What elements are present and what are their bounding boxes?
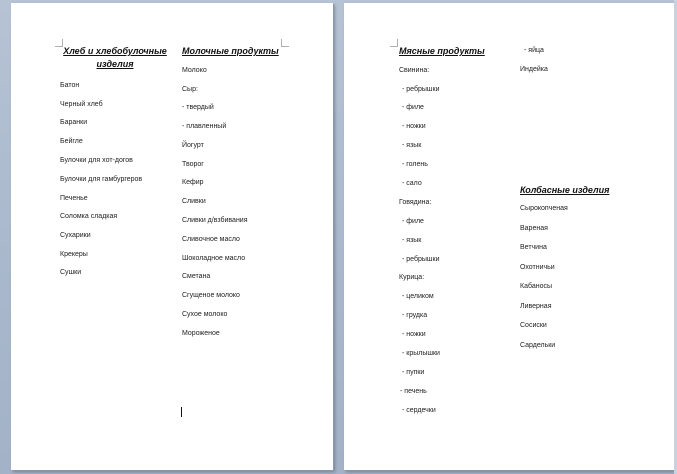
list-item: - ножки <box>402 331 426 338</box>
dairy-column <box>182 45 302 337</box>
list-item: Кабаносы <box>520 283 553 290</box>
list-item: - крылышки <box>402 350 440 357</box>
list-item: Сгущеное молоко <box>182 292 240 299</box>
list-item: - филе <box>402 218 424 225</box>
list-item: Соломка сладкая <box>60 213 118 220</box>
list-item: - целиком <box>402 293 434 300</box>
list-item: Сырокопченая <box>520 205 568 212</box>
list-item: Ветчина <box>520 244 547 251</box>
text-cursor <box>181 407 182 417</box>
list-item: Йогурт <box>182 142 204 149</box>
list-item: - ребрышки <box>402 256 440 263</box>
list-item: Сметана <box>182 273 211 280</box>
list-item: - яйца <box>524 47 544 54</box>
list-item: Мороженое <box>182 330 220 337</box>
list-item: Баранки <box>60 119 88 126</box>
list-item: Творог <box>182 161 204 168</box>
margin-corner-top-left <box>390 39 398 47</box>
list-item: - печень <box>400 388 427 395</box>
list-item: Сливки <box>182 198 206 205</box>
list-item: - сердечки <box>402 407 436 414</box>
list-item: Индейка <box>520 66 548 73</box>
list-item: Сухое молоко <box>182 311 228 318</box>
list-item: - филе <box>402 104 424 111</box>
list-item: - плавленный <box>182 123 227 130</box>
list-item: - пупки <box>402 369 425 376</box>
list-item: Ливерная <box>520 303 552 310</box>
list-item: Курица: <box>399 274 425 281</box>
list-item: Свинина: <box>399 67 430 74</box>
list-item: Сухарики <box>60 232 91 239</box>
list-item: Сушки <box>60 269 82 276</box>
list-item: - язык <box>402 142 422 149</box>
meat-column <box>399 45 509 414</box>
list-item: Сливочное масло <box>182 236 240 243</box>
list-item: - сало <box>402 180 422 187</box>
list-item: Говядина: <box>399 199 432 206</box>
list-item: Кефир <box>182 179 204 186</box>
list-item: Шоколадное масло <box>182 255 246 262</box>
list-item: Сыр: <box>182 86 198 93</box>
list-item: Сливки д/взбивания <box>182 217 248 224</box>
bakery-column <box>60 45 170 276</box>
list-item: Батон <box>60 82 80 89</box>
list-item: Крекеры <box>60 251 88 258</box>
list-item: Черный хлеб <box>60 101 103 108</box>
list-item: Бейгле <box>60 138 83 145</box>
meat-heading: Мясные продукты <box>399 46 485 56</box>
list-item: - твердый <box>182 104 214 111</box>
list-item: Молоко <box>182 67 207 74</box>
list-item: - ребрышки <box>402 86 440 93</box>
list-item: Сардельки <box>520 342 556 349</box>
sausage-heading: Колбасные изделия <box>520 185 610 195</box>
document-page-1[interactable] <box>11 3 333 470</box>
list-item: Охотничьи <box>520 264 555 271</box>
bakery-heading: Хлеб и хлебобулочные изделия <box>63 46 167 69</box>
list-item: Булочки для гамбургеров <box>60 176 143 183</box>
list-item: - язык <box>402 237 422 244</box>
list-item: Печенье <box>60 195 88 202</box>
list-item: Булочки для хот-догов <box>60 157 133 164</box>
list-item: - ножки <box>402 123 426 130</box>
list-item: - голень <box>402 161 428 168</box>
dairy-heading: Молочные продукты <box>182 46 279 56</box>
document-page-2[interactable] <box>344 3 674 470</box>
list-item: Вареная <box>520 225 548 232</box>
list-item: - грудка <box>402 312 428 319</box>
list-item: Сосиски <box>520 322 547 329</box>
